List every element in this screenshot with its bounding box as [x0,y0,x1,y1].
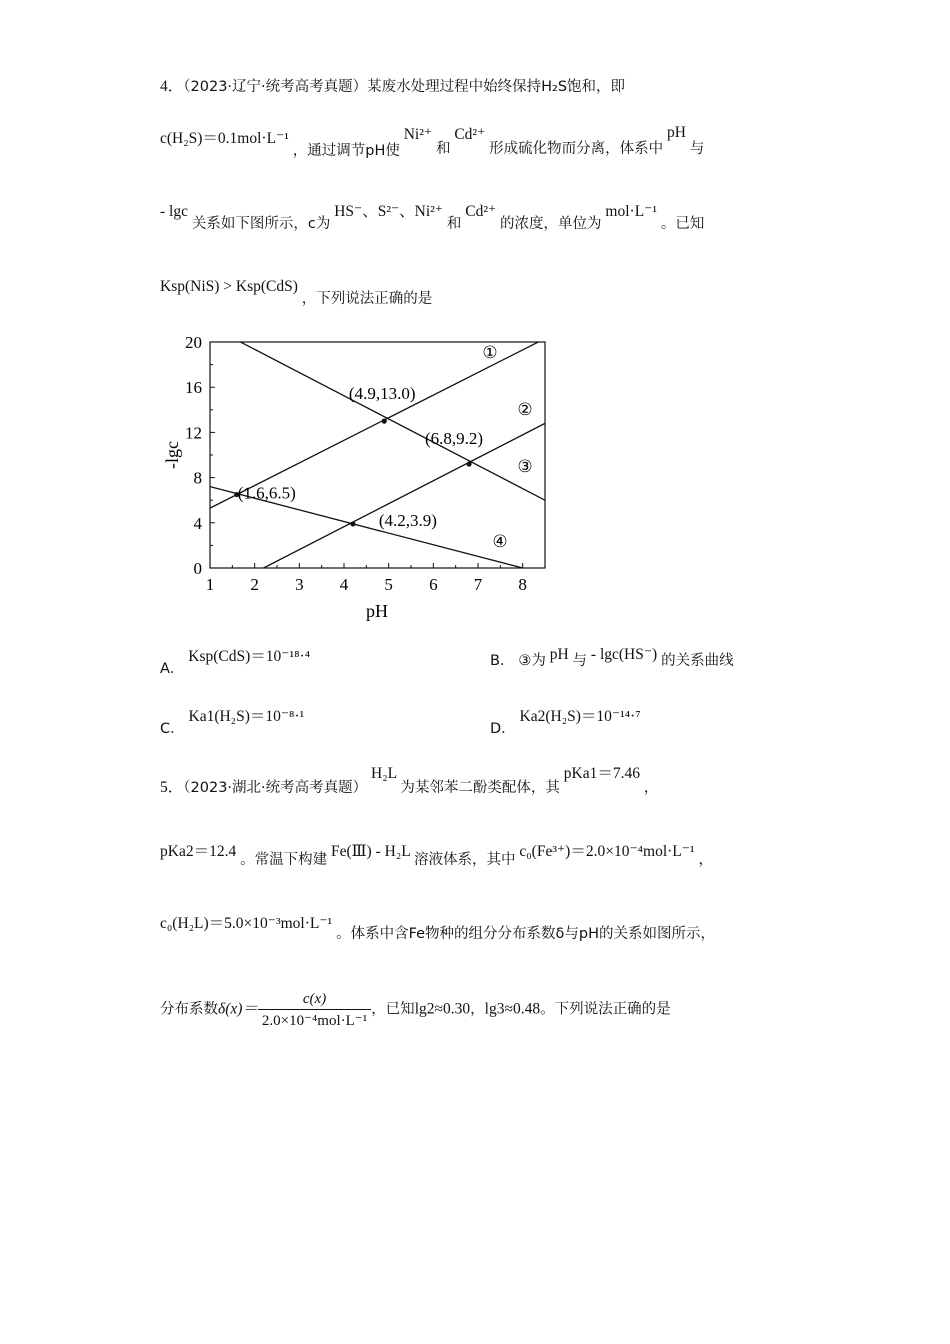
x-tick-label: 6 [429,575,438,594]
x-tick-label: 5 [384,575,393,594]
option-b-expr: - lgc(HS⁻) [590,646,658,663]
series-label-3: ③ [517,457,533,476]
q5-line-2 [160,843,713,868]
q5-comma: ， [643,780,659,796]
q5-number: 5． [160,779,184,796]
q5-line-3 [160,915,716,942]
x-tick-label: 2 [250,575,259,594]
y-axis-label: -lgc [162,441,182,469]
intersection-point [466,461,471,466]
q5-line-1 [160,765,659,796]
q4-stem-3c: 。已知 [660,216,705,232]
option-b-ph: pH [549,646,569,663]
y-tick-label: 16 [185,378,202,398]
fraction-denominator: 2.0×10⁻⁴mol·L⁻¹ [261,1013,368,1029]
y-tick-label: 8 [193,468,202,488]
q4-source: （2023·辽宁·统考高考真题） [183,79,368,95]
cd-ion: Cd²⁺ [454,126,486,143]
h2l-term: H₂L [371,765,397,782]
q4-stem-3a: 关系如下图所示，c为 [191,216,331,232]
lg2-term: lg2≈0.30 [414,1000,471,1018]
q4-stem-2b: 形成硫化物而分离，体系中 [489,141,664,157]
x-tick-label: 8 [518,575,527,594]
fe-h2l-system: Fe(Ⅲ) - H₂L [330,843,411,860]
q5-comma-3: ， [470,1001,485,1018]
species-list: HS⁻、S²⁻、Ni²⁺ [334,203,443,220]
cd-ion-2: Cd²⁺ [465,203,497,220]
q4-line-4 [160,278,433,307]
x-tick-label: 1 [205,575,215,594]
and-word-2: 和 [446,216,462,232]
intersection-point [382,419,387,424]
q5-source: （2023·湖北·统考高考真题） [183,780,368,796]
q5-stem-4a: 分布系数 [160,1001,218,1018]
q4-stem-4: ，下列说法正确的是 [301,291,433,307]
lgc-ph-chart [160,325,560,625]
q5-stem-4c: 。下列说法正确的是 [540,1001,671,1018]
fraction-numerator: c(x) [258,990,371,1010]
option-a[interactable] [160,648,311,677]
point-label: (4.2,3.9) [378,510,437,530]
q5-comma-2: ， [698,852,713,868]
x-tick-label: 3 [295,575,304,594]
neg-lgc-term: - lgc [160,203,188,220]
c0-fe-expr: c₀(Fe³⁺)＝2.0×10⁻⁴mol·L⁻¹ [519,843,695,860]
series-label-2: ② [517,400,533,419]
intersection-points [234,384,483,530]
q4-number: 4． [160,78,184,95]
q5-line-4 [160,990,671,1030]
q4-line-1 [160,78,625,97]
option-b-text-2: 与 [572,653,588,669]
yu-word: 与 [689,141,705,157]
option-a-text: Ksp(CdS)＝10⁻¹⁸·⁴ [188,648,311,665]
q4-stem-2a: ，通过调节pH使 [292,143,400,159]
q4-stem-3b: 的浓度，单位为 [500,216,602,232]
y-tick-label: 0 [193,559,202,578]
series-label-1: ① [482,343,498,362]
option-b-label: B． [490,653,515,669]
pka1-term: pKa1＝7.46 [563,765,640,782]
q5-stem-4b: ，已知 [371,1001,415,1018]
y-tick-label: 12 [185,423,202,443]
and-word: 和 [435,141,451,157]
q4-line-2 [160,124,705,159]
pka2-term: pKa2＝12.4 [160,843,237,860]
c0-h2l-expr: c₀(H₂L)＝5.0×10⁻³mol·L⁻¹ [160,915,333,932]
x-axis-label: pH [366,601,388,621]
option-c[interactable] [160,708,305,737]
ph-term: pH [667,124,686,141]
q5-stem-1: 为某邻苯二酚类配体，其 [400,780,560,796]
option-b-text-3: 的关系曲线 [661,653,734,669]
q5-stem-2b: 溶液体系，其中 [414,852,516,868]
option-d-text: Ka2(H₂S)＝10⁻¹⁴·⁷ [519,708,641,725]
ksp-compare: Ksp(NiS) > Ksp(CdS) [160,278,298,295]
q5-stem-2a: 。常温下构建 [240,852,328,868]
delta-lhs: δ(x)＝ [218,1000,258,1018]
q5-stem-3: 。体系中含Fe物种的组分分布系数δ与pH的关系如图所示， [336,926,716,942]
x-tick-label: 4 [339,575,349,594]
point-label: (1.6,6.5) [237,483,296,503]
intersection-point [350,521,355,526]
option-d-label: D． [490,721,516,737]
option-b-text-1: ③为 [518,653,546,669]
distribution-fraction [258,990,371,1030]
option-c-text: Ka1(H₂S)＝10⁻⁸·¹ [188,708,305,725]
point-label: (6.8,9.2) [425,429,484,449]
q4-line-3 [160,203,705,232]
unit-term: mol·L⁻¹ [605,203,657,220]
option-b[interactable] [490,646,734,671]
series-label-4: ④ [492,532,508,551]
y-tick-label: 4 [193,513,202,533]
h2s-conc-expr: c(H₂S)＝0.1mol·L⁻¹ [160,130,289,147]
q4-stem-1: 某废水处理过程中始终保持H₂S饱和，即 [367,79,626,95]
option-d[interactable] [490,708,641,737]
option-a-label: A． [160,661,185,677]
point-label: (4.9,13.0) [348,384,416,404]
option-c-label: C． [160,721,185,737]
lg3-term: lg3≈0.48 [484,1000,541,1018]
x-tick-label: 7 [473,575,483,594]
ni-ion: Ni²⁺ [403,126,433,143]
y-tick-label: 20 [185,333,202,352]
